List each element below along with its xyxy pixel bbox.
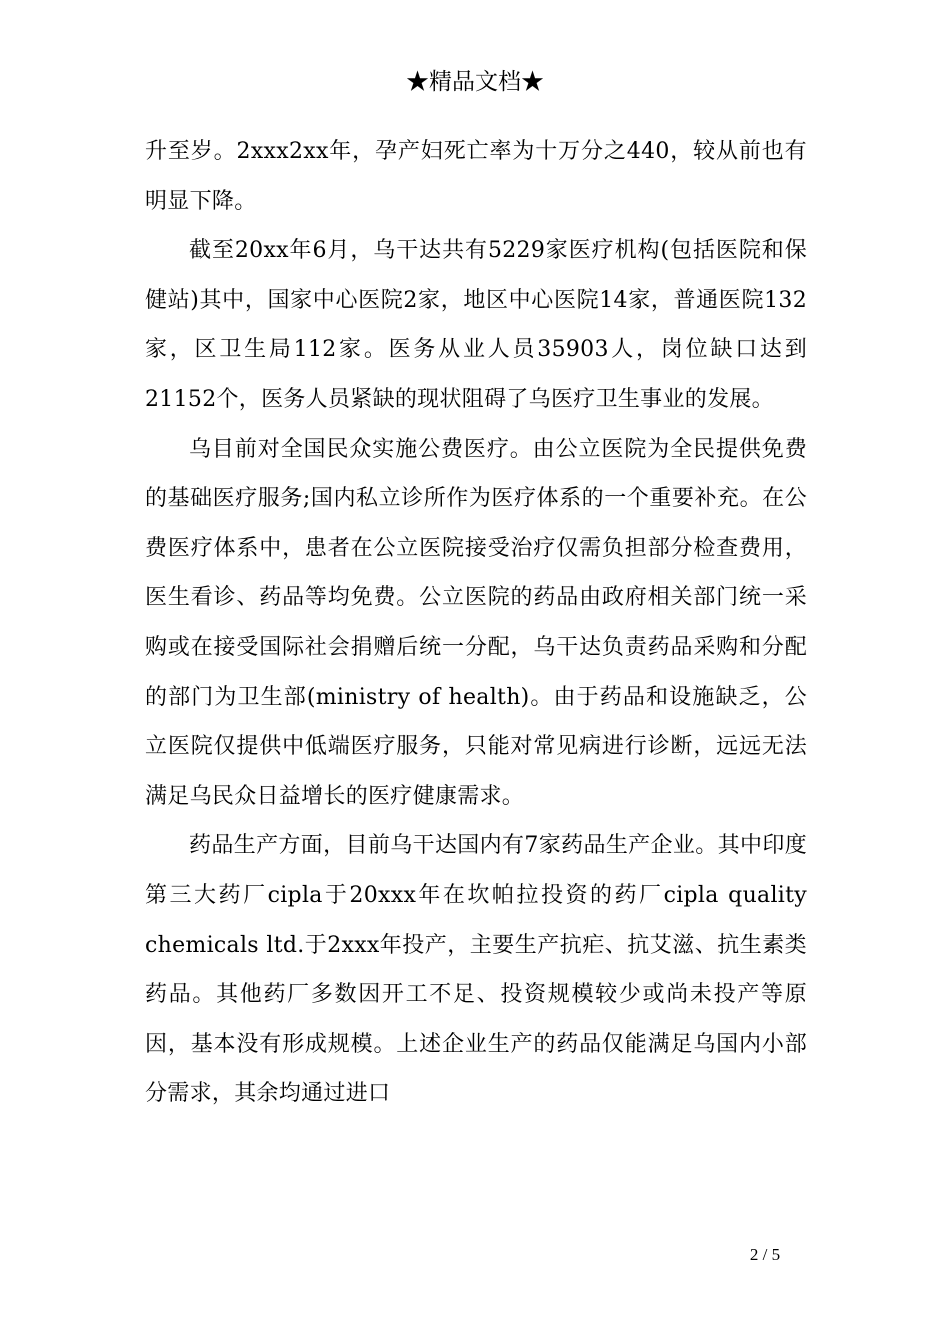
page-header-title: ★精品文档★	[406, 69, 544, 95]
page-number: 2 / 5	[749, 1245, 781, 1264]
paragraph-2: 截至20xx年6月，乌干达共有5229家医疗机构(包括医院和保健站)其中，国家中心医院2家，地区中心医院14家，普通医院132家，区卫生局112家。医务从业人员35903人，岗位缺口达到21152个，医务人员紧缺的现状阻碍了乌医疗卫生事业的发展。	[145, 238, 807, 412]
paragraph-4: 药品生产方面，目前乌干达国内有7家药品生产企业。其中印度第三大药厂cipla于20xxx年在坎帕拉投资的药厂cipla quality chemicals ltd.于2xxx年投产，主要生产抗疟、抗艾滋、抗生素类药品。其他药厂多数因开工不足、投资规模较少或尚未投产等原因，基本没有形成规模。上述企业生产的药品仅能满足乌国内小部分需求，其余均通过进口	[145, 833, 807, 1107]
document-body	[145, 127, 807, 1119]
paragraph-3: 乌目前对全国民众实施公费医疗。由公立医院为全民提供免费的基础医疗服务;国内私立诊所作为医疗体系的一个重要补充。在公费医疗体系中，患者在公立医院接受治疗仅需负担部分检查费用，医生看诊、药品等均免费。公立医院的药品由政府相关部门统一采购或在接受国际社会捐赠后统一分配，乌干达负责药品采购和分配的部门为卫生部(ministry of health)。由于药品和设施缺乏，公立医院仅提供中低端医疗服务，只能对常见病进行诊断，远远无法满足乌民众日益增长的医疗健康需求。	[145, 436, 807, 809]
paragraph-1: 升至岁。2xxx2xx年，孕产妇死亡率为十万分之440，较从前也有明显下降。	[145, 139, 807, 214]
